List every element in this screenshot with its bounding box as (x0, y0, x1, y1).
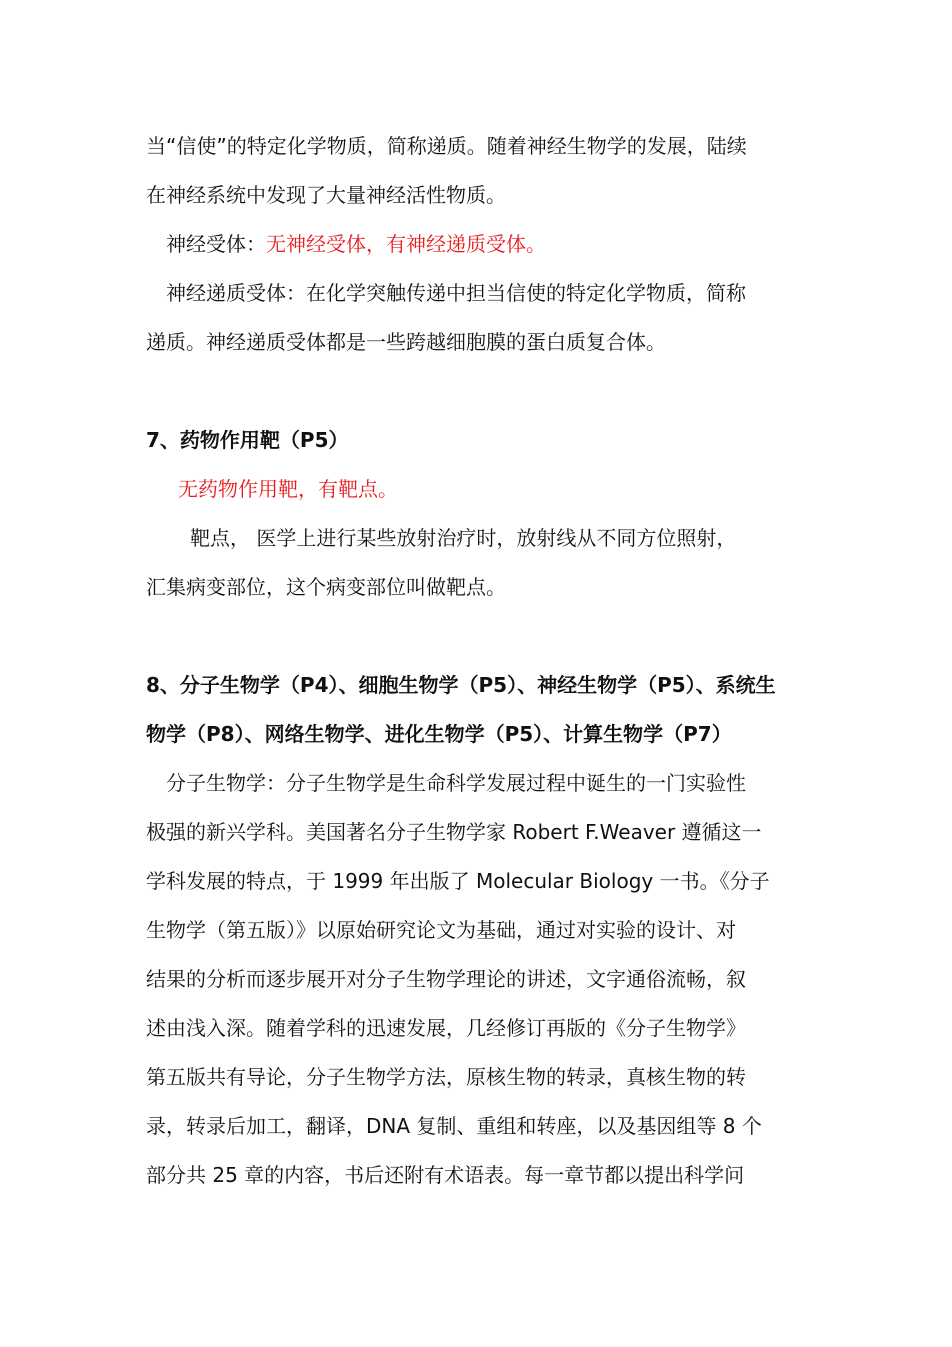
section8-body-line: 第五版共有导论，分子生物学方法，原核生物的转录，真核生物的转 (146, 1065, 746, 1089)
spacer (146, 367, 814, 416)
section8-heading-line1: 8、分子生物学（P4）、细胞生物学（P5）、神经生物学（P5）、系统生 (146, 673, 776, 697)
section8-body-line: 述由浅入深。随着学科的迅速发展，几经修订再版的《分子生物学》 (146, 1016, 746, 1040)
section8-body-line: 学科发展的特点，于 1999 年出版了 Molecular Biology 一书。《分子 (146, 869, 770, 893)
section8-body-line: 极强的新兴学科。美国著名分子生物学家 Robert F.Weaver 遵循这一 (146, 820, 762, 844)
neuro-receptor-answer: 无神经受体，有神经递质受体。 (266, 232, 546, 256)
neuro-receptor-line (146, 220, 814, 269)
neuro-receptor-label: 神经受体： (166, 232, 266, 256)
spacer (146, 612, 814, 661)
section8-body-line: 分子生物学：分子生物学是生命科学发展过程中诞生的一门实验性 (166, 771, 746, 795)
section7-line1: 靶点， 医学上进行某些放射治疗时，放射线从不同方位照射， (190, 526, 737, 550)
document-page (146, 122, 814, 1200)
section7-heading: 7、药物作用靶（P5） (146, 428, 349, 452)
section8-body-line: 录，转录后加工，翻译，DNA 复制、重组和转座，以及基因组等 8 个 (146, 1114, 762, 1138)
section8-body-line: 部分共 25 章的内容，书后还附有术语表。每一章节都以提出科学问 (146, 1163, 745, 1187)
section7-line2: 汇集病变部位，这个病变部位叫做靶点。 (146, 575, 506, 599)
neurotransmitter-receptor-line1: 神经递质受体：在化学突触传递中担当信使的特定化学物质，简称 (166, 281, 746, 305)
neurotransmitter-receptor-line2: 递质。神经递质受体都是一些跨越细胞膜的蛋白质复合体。 (146, 330, 666, 354)
section7-answer: 无药物作用靶，有靶点。 (178, 477, 398, 501)
section8-body-line: 生物学（第五版）》以原始研究论文为基础，通过对实验的设计、对 (146, 918, 736, 942)
paragraph1-line2: 在神经系统中发现了大量神经活性物质。 (146, 183, 506, 207)
section8-body-line: 结果的分析而逐步展开对分子生物学理论的讲述，文字通俗流畅，叙 (146, 967, 746, 991)
paragraph1-line1: 当“信使”的特定化学物质，简称递质。随着神经生物学的发展，陆续 (146, 134, 747, 158)
section8-heading-line2: 物学（P8）、网络生物学、进化生物学（P5）、计算生物学（P7） (146, 722, 732, 746)
